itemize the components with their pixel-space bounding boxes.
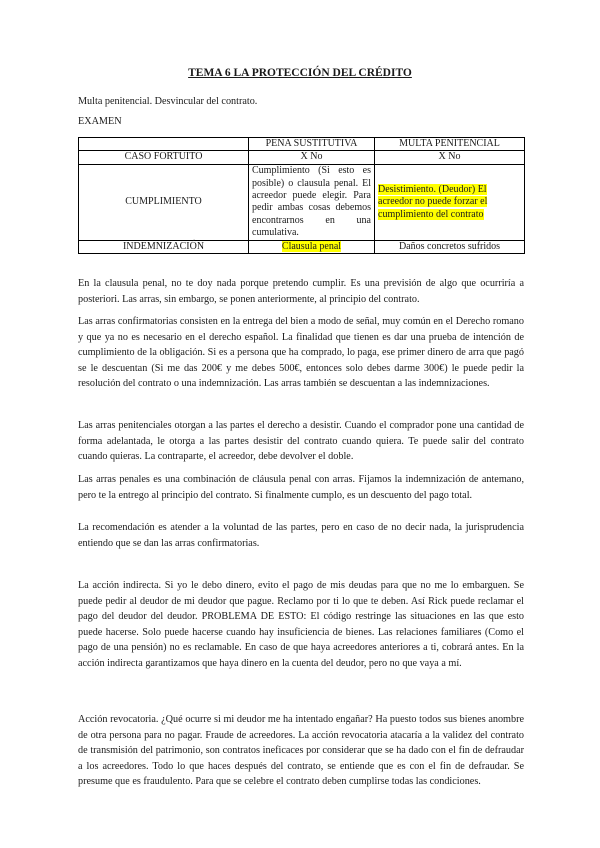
- table-row: [79, 151, 525, 164]
- comparison-table: [78, 137, 525, 254]
- paragraph: La recomendación es atender a la voluntad de las partes, pero en caso de no decir nada, la jurisprudencia entiendo que se dan las arras confirmatorias.: [78, 522, 524, 549]
- paragraph: Las arras penitenciales otorgan a las partes el derecho a desistir. Cuando el comprador pone una cantidad de forma adelantada, le otorga a las partes desistir del contrato cuando quiera. Te puede salir del contrato cuando quieras. La contraparte, el acreedor, debe devolver el doble.: [78, 420, 524, 462]
- table-row: [79, 240, 525, 253]
- paragraph: Acción revocatoria. ¿Qué ocurre si mi deudor me ha intentado engañar? Ha puesto todos sus bienes anombre de otra persona para no pagar. Fraude de acreedores. La acción revocatoria atacaría a la validez del contrato de transmisión del patrimonio, son contratos ineficaces por considerar que se ha dado con el fin de defraudar a los acreedores. Todo lo que haces después del contrato, se entiende que es con el fin de defraudar. Se presume que es fraudulento. Para que se celebre el contrato deben cumplirse todas las condiciones.: [78, 714, 524, 787]
- highlighted-text: Clausula penal: [281, 240, 342, 252]
- paragraph: Las arras confirmatorias consisten en la entrega del bien a modo de señal, muy común en el Derecho romano y que ya no es necesario en el derecho español. La finalidad que tienen es dar una prueba de intención de cumplimiento de la obligación. Si es a persona que ha comprado, lo paga, ese primer dinero de arra que pagó se le descuentan (Si me das 200€ y me debes 500€, entonces solo debes darme 300€) le puede pedir la resolución del contrato o una indemnización. Las arras también se descuentan a las indemnizaciones.: [78, 316, 524, 389]
- table-cell: X No: [249, 151, 375, 164]
- paragraph: Las arras penales es una combinación de cláusula penal con arras. Fijamos la indemnización de antemano, pero te la entrego al principio del contrato. Si finalmente cumplo, es un descuento del pago total.: [78, 474, 524, 501]
- highlighted-text: Desistimiento. (Deudor) El acreedor no puede forzar el cumplimiento del contrato: [378, 183, 488, 220]
- table-header-row: [79, 138, 525, 151]
- row-label: INDEMNIZACIÓN: [79, 240, 249, 253]
- row-label: CASO FORTUITO: [79, 151, 249, 164]
- document-title: TEMA 6 LA PROTECCIÓN DEL CRÉDITO: [188, 67, 412, 79]
- table-cell-highlight: [249, 240, 375, 253]
- section-label: EXAMEN: [78, 116, 122, 127]
- paragraph: En la clausula penal, no te doy nada porque pretendo cumplir. Es una previsión de algo que ocurriría a posteriori. Las arras, sin embargo, se ponen anteriormente, al principio del contrato.: [78, 278, 524, 305]
- paragraph: La acción indirecta. Si yo le debo dinero, evito el pago de mis deudas para que no me lo embarguen. Se puede pedir al deudor de mi deudor que pague. Reclamo por ti lo que te deben. Así Rick puede reclamar el pago del deudor del deudor. PROBLEMA DE ESTO: El código restringe las situaciones en las que esto puede hacerse. Solo puede hacerse cuando hay insuficiencia de bienes. Las relaciones familiares (Como el pago de una pensión) no es reclamable. En caso de que haya acreedores anteriores a ti, cobrará antes. En la acción indirecta garantizamos que haya dinero en la cuenta del deudor, pero no que vaya a mí.: [78, 580, 524, 669]
- table-cell: Daños concretos sufridos: [375, 240, 525, 253]
- table-header-cell: [79, 138, 249, 151]
- table-cell: X No: [375, 151, 525, 164]
- table-row: [79, 164, 525, 240]
- row-label: CUMPLIMIENTO: [79, 164, 249, 240]
- table-cell: Cumplimiento (Si esto es posible) o clausula penal. El acreedor puede elegir. Para pedir ambas cosas debemos encontrarnos en una cumulativa.: [249, 164, 375, 240]
- table-header-cell: PENA SUSTITUTIVA: [249, 138, 375, 151]
- table-cell-highlight: [375, 164, 525, 240]
- intro-line: Multa penitencial. Desvincular del contrato.: [78, 96, 258, 107]
- table-header-cell: MULTA PENITENCIAL: [375, 138, 525, 151]
